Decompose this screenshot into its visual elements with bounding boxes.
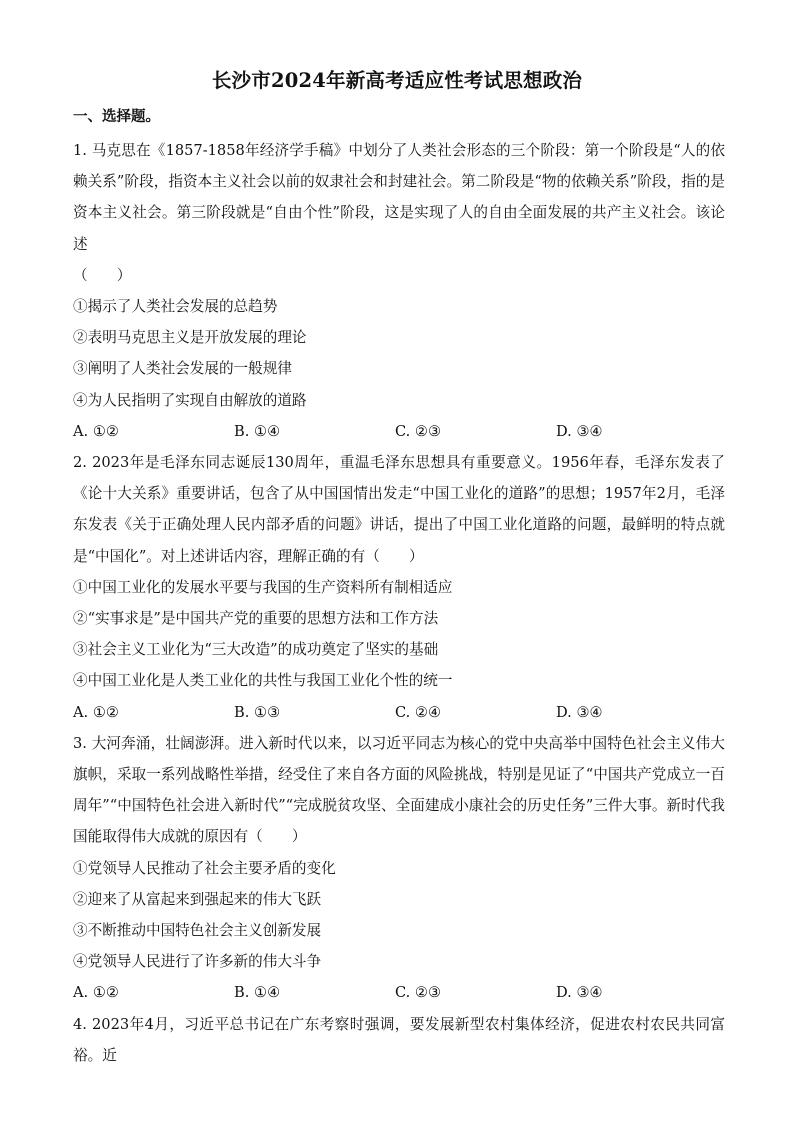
question-1-item-1: ①揭示了人类社会发展的总趋势	[73, 298, 278, 316]
question-3-option-c: C. ②③	[395, 984, 442, 1002]
question-1-option-a: A. ①②	[73, 422, 119, 440]
question-1-item-3: ③阐明了人类社会发展的一般规律	[73, 360, 292, 378]
question-2-option-d: D. ③④	[556, 703, 603, 721]
question-2-option-a: A. ①②	[73, 703, 119, 721]
question-3-stem: 3. 大河奔涌，壮阔澎湃。进入新时代以来，以习近平同志为核心的党中央高举中国特色社会主义伟大旗帜，采取一系列战略性举措，经受住了来自各方面的风险挑战，特别是见证了“中国共产党成立一百周年”“中国特色社会进入新时代”“完成脱贫攻坚、全面建成小康社会的历史任务”三件大事。新时代我国能取得伟大成就的原因有（ ）	[73, 734, 725, 846]
question-2-item-4: ④中国工业化是人类工业化的共性与我国工业化个性的统一	[73, 672, 453, 690]
question-1-bracket: （ ）	[73, 266, 132, 284]
question-3-options	[73, 977, 725, 1008]
question-3-item-4: ④党领导人民进行了许多新的伟大斗争	[73, 953, 322, 971]
question-3-option-b: B. ①④	[234, 984, 281, 1002]
question-1-option-c: C. ②③	[395, 422, 442, 440]
question-2-stem: 2. 2023年是毛泽东同志诞辰130周年，重温毛泽东思想具有重要意义。1956年春，毛泽东发表了《论十大关系》重要讲话，包含了从中国国情出发走“中国工业化的道路”的思想；1957年2月，毛泽东发表《关于正确处理人民内部矛盾的问题》讲话，提出了中国工业化道路的问题，最鲜明的特点就是“中国化”。对上述讲话内容，理解正确的有（ ）	[73, 454, 725, 565]
question-2-options	[73, 697, 725, 728]
question-2-option-c: C. ②④	[395, 703, 442, 721]
question-1-option-b: B. ①④	[234, 422, 281, 440]
question-3-option-d: D. ③④	[556, 984, 603, 1002]
section-heading: 一、选择题。	[73, 108, 160, 125]
question-3-item-1: ①党领导人民推动了社会主要矛盾的变化	[73, 859, 336, 877]
question-3-item-3: ③不断推动中国特色社会主义创新发展	[73, 922, 322, 940]
question-2-item-2: ②“实事求是”是中国共产党的重要的思想方法和工作方法	[73, 610, 439, 628]
question-1-option-d: D. ③④	[556, 422, 603, 440]
question-2-option-b: B. ①③	[234, 703, 281, 721]
question-1-item-2: ②表明马克思主义是开放发展的理论	[73, 329, 307, 347]
document-title: 长沙市2024年新高考适应性考试思想政治	[211, 69, 583, 92]
question-4-stem: 4. 2023年4月，习近平总书记在广东考察时强调，要发展新型农村集体经济，促进农村农民共同富裕。近	[73, 1015, 725, 1064]
question-1-stem: 1. 马克思在《1857-1858年经济学手稿》中划分了人类社会形态的三个阶段：第一个阶段是“人的依赖关系”阶段，指资本主义社会以前的奴隶社会和封建社会。第二阶段是“物的依赖关系”阶段，指的是资本主义社会。第三阶段就是“自由个性”阶段，这是实现了人的自由全面发展的共产主义社会。该论述	[73, 142, 725, 253]
question-1-options	[73, 416, 725, 447]
question-3-item-2: ②迎来了从富起来到强起来的伟大飞跃	[73, 890, 322, 908]
question-list	[73, 135, 725, 1071]
question-1-item-4: ④为人民指明了实现自由解放的道路	[73, 391, 307, 409]
question-2-item-3: ③社会主义工业化为“三大改造”的成功奠定了坚实的基础	[73, 641, 439, 659]
question-2-item-1: ①中国工业化的发展水平要与我国的生产资料所有制相适应	[73, 578, 453, 596]
question-3-option-a: A. ①②	[73, 984, 119, 1002]
